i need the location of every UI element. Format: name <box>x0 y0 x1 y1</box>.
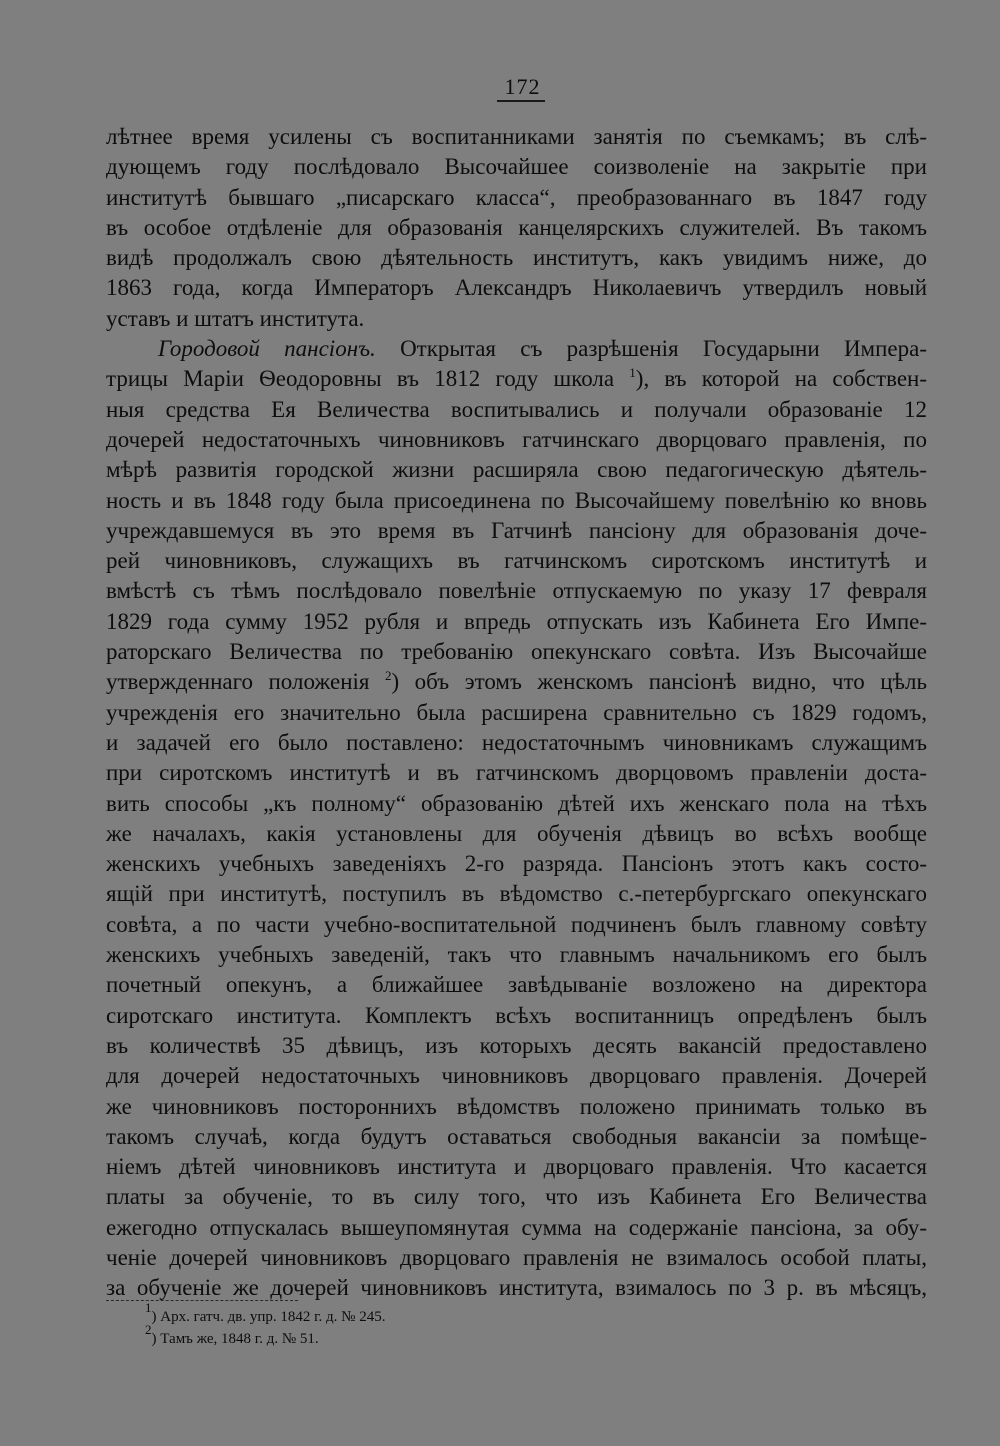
text-line: ящій при институтѣ, поступилъ въ вѣдомство с.-петербургскаго опекунскаго <box>106 881 927 907</box>
text-line: ченіе дочерей чиновниковъ дворцоваго правленія не взималось особой платы, <box>106 1244 927 1270</box>
text-fragment: Открытая съ разрѣшенія Государыни Импера- <box>375 336 928 362</box>
text-fragment: трицы Маріи Ѳеодоровны въ 1812 году школа <box>106 366 630 392</box>
footnote-text: ) Тамъ же, 1848 г. д. № 51. <box>151 1331 319 1347</box>
text-fragment: утвержденнаго положенія <box>106 669 385 695</box>
text-line: въ количествѣ 35 дѣвицъ, изъ которыхъ десять вакансій предоставлено <box>106 1032 927 1058</box>
text-line: въ особое отдѣленіе для образованія канцелярскихъ служителей. Въ такомъ <box>106 214 927 240</box>
footnote-mark[interactable]: 2 <box>385 668 392 684</box>
text-line <box>106 364 927 394</box>
text-line: мѣрѣ развитія городской жизни расширяла свою педагогическую дѣятель- <box>106 457 927 483</box>
text-line: совѣта, а по части учебно-воспитательной подчиненъ былъ главному совѣту <box>106 911 927 937</box>
text-line: вить способы „къ полному“ образованію дѣтей ихъ женскаго пола на тѣхъ <box>106 790 927 816</box>
body-text <box>106 122 927 1304</box>
text-line <box>106 667 927 697</box>
footnote-mark[interactable]: 1 <box>629 365 636 381</box>
footnote-separator <box>106 1300 298 1301</box>
paragraph-first-line <box>106 334 927 364</box>
text-line: учрежденія его значительно была расширена сравнительно съ 1829 годомъ, <box>106 699 927 725</box>
footnote-text: ) Арх. гатч. дв. упр. 1842 г. д. № 245. <box>151 1309 386 1325</box>
page-number-rule <box>497 100 545 102</box>
text-line: учреждавшемуся въ это время въ Гатчинѣ пансіону для образованія доче- <box>106 517 927 543</box>
text-line: же чиновниковъ постороннихъ вѣдомствъ положено принимать только въ <box>106 1093 927 1119</box>
footnote <box>145 1322 386 1350</box>
footnote-number: 2 <box>145 1322 152 1337</box>
section-lead: Городовой пансіонъ. <box>158 336 376 362</box>
text-line: лѣтнее время усилены съ воспитанниками занятія по съемкамъ; въ слѣ- <box>106 124 927 149</box>
footnote-number: 1 <box>145 1300 152 1315</box>
text-line: и задачей его было поставлено: недостаточнымъ чиновникамъ служащимъ <box>106 729 927 755</box>
text-line: ежегодно отпускалась вышеупомянутая сумма на содержаніе пансіона, за обу- <box>106 1214 927 1240</box>
page-number: 172 <box>504 74 541 99</box>
footnote <box>145 1300 386 1328</box>
text-line: платы за обученіе, то въ силу того, что изъ Кабинета Его Величества <box>106 1184 927 1210</box>
text-line: раторскаго Величества по требованію опекунскаго совѣта. Изъ Высочайше <box>106 639 927 665</box>
text-line: 1863 года, когда Императоръ Александръ Николаевичъ утвердилъ новый <box>106 275 927 301</box>
text-fragment: ), въ которой на собствен- <box>635 366 927 392</box>
footnotes <box>145 1300 386 1350</box>
text-line: за обученіе же дочерей чиновниковъ института, взималось по 3 р. въ мѣсяцъ, <box>106 1275 927 1301</box>
text-line: ныя средства Ея Величества воспитывались и получали образованіе 12 <box>106 396 927 422</box>
text-line: такомъ случаѣ, когда будутъ оставаться свободныя вакансіи за помѣще- <box>106 1123 927 1149</box>
text-line: 1829 года сумму 1952 рубля и впредь отпускать изъ Кабинета Его Импе- <box>106 608 927 634</box>
text-line: ніемъ дѣтей чиновниковъ института и дворцоваго правленія. Что касается <box>106 1154 927 1180</box>
text-line: сиротскаго института. Комплектъ всѣхъ воспитанницъ опредѣленъ былъ <box>106 1002 927 1028</box>
text-line: для дочерей недостаточныхъ чиновниковъ дворцоваго правленія. Дочерей <box>106 1063 927 1089</box>
text-line: уставъ и штатъ института. <box>106 305 365 331</box>
text-fragment: ) объ этомъ женскомъ пансіонѣ видно, что цѣль <box>391 669 927 695</box>
text-line: почетный опекунъ, а ближайшее завѣдываніе возложено на директора <box>106 972 927 998</box>
text-line: видѣ продолжалъ свою дѣятельность институтъ, какъ увидимъ ниже, до <box>106 245 927 271</box>
text-line: же началахъ, какія установлены для обученія дѣвицъ во всѣхъ вообще <box>106 820 927 846</box>
text-line: при сиротскомъ институтѣ и въ гатчинскомъ дворцовомъ правленіи доста- <box>106 760 927 786</box>
text-line: дующемъ году послѣдовало Высочайшее соизволеніе на закрытіе при <box>106 154 927 180</box>
text-line: рей чиновниковъ, служащихъ въ гатчинскомъ сиротскомъ институтѣ и <box>106 548 927 574</box>
text-line: женскихъ учебныхъ заведеніяхъ 2-го разряда. Пансіонъ этотъ какъ состо- <box>106 851 927 877</box>
text-line: вмѣстѣ съ тѣмъ послѣдовало повелѣніе отпускаемую по указу 17 февраля <box>106 578 927 604</box>
text-line: ность и въ 1848 году была присоединена по Высочайшему повелѣнію ко вновь <box>106 487 927 513</box>
text-line: женскихъ учебныхъ заведеній, такъ что главнымъ начальникомъ его былъ <box>106 942 927 968</box>
text-line: дочерей недостаточныхъ чиновниковъ гатчинскаго дворцоваго правленія, по <box>106 426 927 452</box>
text-line: институтѣ бывшаго „писарскаго класса“, преобразованнаго въ 1847 году <box>106 184 927 210</box>
